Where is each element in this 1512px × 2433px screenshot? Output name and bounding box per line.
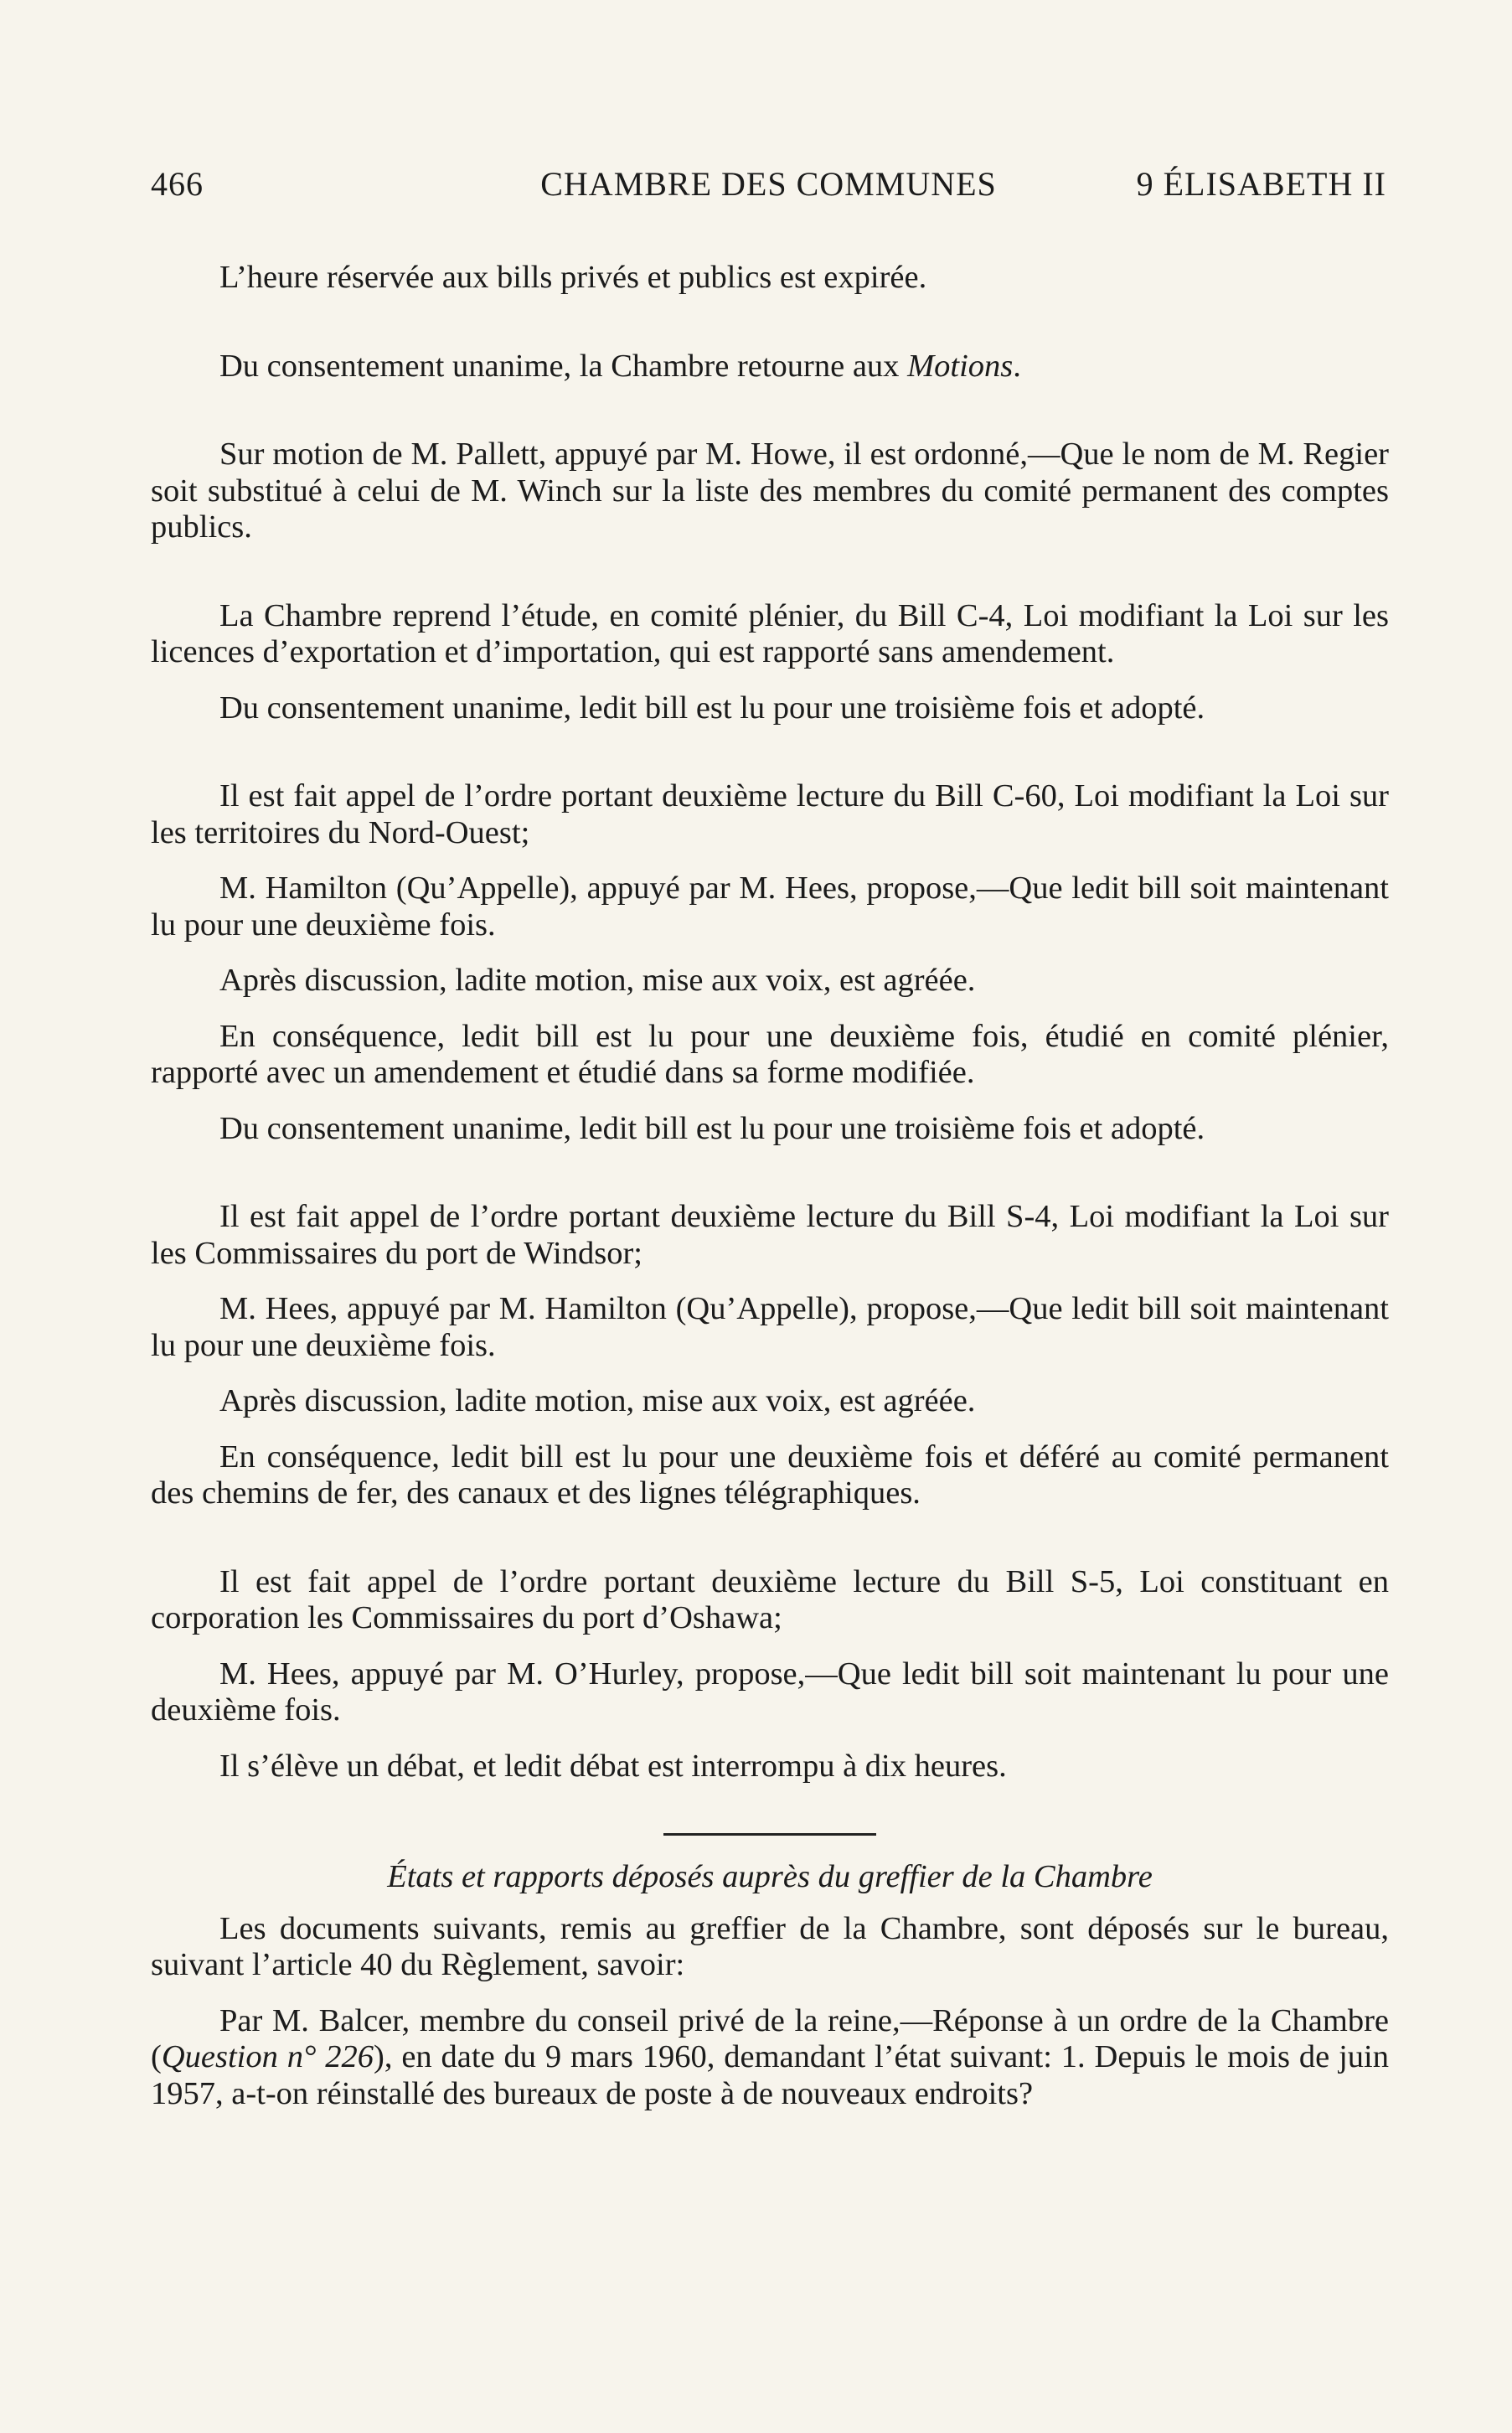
paragraph: Après discussion, ladite motion, mise aux voix, est agréée. <box>219 1383 976 1418</box>
paragraph: Il s’élève un débat, et ledit débat est interrompu à dix heures. <box>219 1748 1007 1784</box>
paragraph: Sur motion de M. Pallett, appuyé par M. Howe, il est ordonné,—Que le nom de M. Regier soit substitué à celui de M. Winch sur la liste des membres du comité permanent des comptes publics. <box>151 436 1389 545</box>
paragraph: Après discussion, ladite motion, mise aux voix, est agréée. <box>219 963 976 998</box>
paragraph: Du consentement unanime, la Chambre retourne aux Motions. <box>219 348 1021 384</box>
page-number: 466 <box>151 165 204 203</box>
paragraph: Du consentement unanime, ledit bill est lu pour une troisième fois et adopté. <box>219 1110 1205 1146</box>
paragraph: En conséquence, ledit bill est lu pour une deuxième fois, étudié en comité plénier, rapporté avec un amendement et étudié dans sa forme modifiée. <box>151 1018 1389 1090</box>
paragraph: M. Hees, appuyé par M. O’Hurley, propose,—Que ledit bill soit maintenant lu pour une deuxième fois. <box>151 1656 1389 1728</box>
paragraph: Il est fait appel de l’ordre portant deuxième lecture du Bill S-4, Loi modifiant la Loi sur les Commissaires du port de Windsor; <box>151 1199 1389 1271</box>
paragraph: L’heure réservée aux bills privés et publics est expirée. <box>219 260 927 295</box>
paragraph: La Chambre reprend l’étude, en comité plénier, du Bill C-4, Loi modifiant la Loi sur les licences d’exportation et d’importation, qui est rapporté sans amendement. <box>151 597 1389 669</box>
paragraph: M. Hees, appuyé par M. Hamilton (Qu’Appelle), propose,—Que ledit bill soit maintenant lu pour une deuxième fois. <box>151 1291 1389 1363</box>
section-title: États et rapports déposés auprès du greffier de la Chambre <box>387 1859 1153 1894</box>
header-title: CHAMBRE DES COMMUNES <box>540 165 997 203</box>
paragraph: En conséquence, ledit bill est lu pour une deuxième fois et déféré au comité permanent des chemins de fer, des canaux et des lignes télégraphiques. <box>151 1439 1389 1511</box>
paragraph: Par M. Balcer, membre du conseil privé de la reine,—Réponse à un ordre de la Chambre (Question n° 226), en date du 9 mars 1960, demandant l’état suivant: 1. Depuis le mois de juin 1957, a-t-on réinstallé des bureaux de poste à de nouveaux endroits? <box>151 2002 1389 2111</box>
emphasis: Motions <box>907 348 1014 384</box>
paragraph: Il est fait appel de l’ordre portant deuxième lecture du Bill C-60, Loi modifiant la Loi sur les territoires du Nord-Ouest; <box>151 778 1389 850</box>
journal-body <box>151 260 1389 2112</box>
header-reign: 9 ÉLISABETH II <box>1136 165 1386 203</box>
paragraph: Du consentement unanime, ledit bill est lu pour une troisième fois et adopté. <box>219 690 1205 726</box>
paragraph: Les documents suivants, remis au greffier de la Chambre, sont déposés sur le bureau, suivant l’article 40 du Règlement, savoir: <box>151 1910 1389 1982</box>
paragraph: Il est fait appel de l’ordre portant deuxième lecture du Bill S-5, Loi constituant en corporation les Commissaires du port d’Oshawa; <box>151 1563 1389 1635</box>
emphasis: Question n° 226 <box>161 2039 374 2074</box>
paragraph: M. Hamilton (Qu’Appelle), appuyé par M. Hees, propose,—Que ledit bill soit maintenant lu pour une deuxième fois. <box>151 870 1389 943</box>
section-divider <box>663 1833 876 1836</box>
